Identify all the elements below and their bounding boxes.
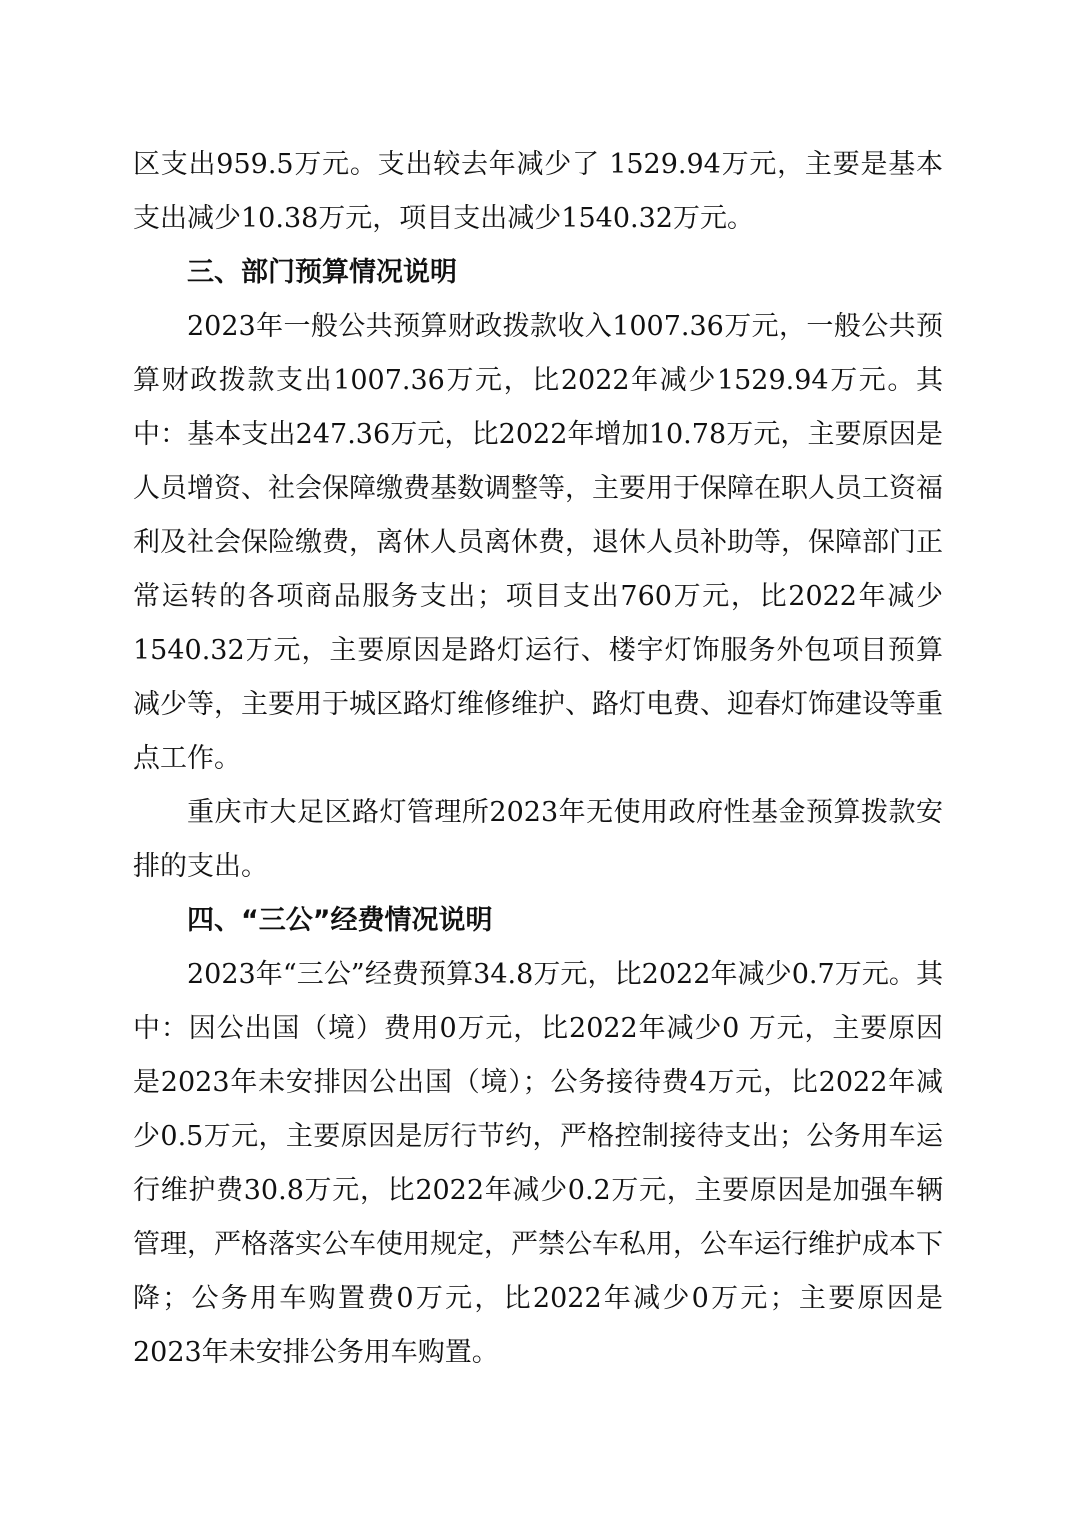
document-body [133, 138, 943, 1380]
paragraph-government-fund: 重庆市大足区路灯管理所2023年无使用政府性基金预算拨款安排的支出。 [133, 797, 943, 882]
paragraph-three-public-expenses: 2023年“三公”经费预算34.8万元，比2022年减少0.7万元。其中：因公出国（境）费用0万元，比2022年减少0 万元，主要原因是2023年未安排因公出国（境）；公务接待费4万元，比2022年减少0.5万元，主要原因是厉行节约，严格控制接待支出；公务用车运行维护费30.8万元，比2022年减少0.2万元，主要原因是加强车辆管理，严格落实公车使用规定，严禁公车私用，公车运行维护成本下降；公务用车购置费0万元，比2022年减少0万元；主要原因是2023年未安排公务用车购置。 [133, 959, 943, 1368]
paragraph-expenditure-continued: 区支出959.5万元。支出较去年减少了 1529.94万元，主要是基本支出减少10.38万元，项目支出减少1540.32万元。 [133, 149, 943, 234]
section-heading-department-budget: 三、部门预算情况说明 [187, 257, 457, 288]
paragraph-general-budget: 2023年一般公共预算财政拨款收入1007.36万元，一般公共预算财政拨款支出1007.36万元，比2022年减少1529.94万元。其中：基本支出247.36万元，比2022年增加10.78万元，主要原因是人员增资、社会保障缴费基数调整等，主要用于保障在职人员工资福利及社会保险缴费，离休人员离休费，退休人员补助等，保障部门正常运转的各项商品服务支出；项目支出760万元，比2022年减少1540.32万元，主要原因是路灯运行、楼宇灯饰服务外包项目预算减少等，主要用于城区路灯维修维护、路灯电费、迎春灯饰建设等重点工作。 [133, 311, 943, 774]
section-heading-three-public-expenses: 四、“三公”经费情况说明 [187, 905, 493, 936]
